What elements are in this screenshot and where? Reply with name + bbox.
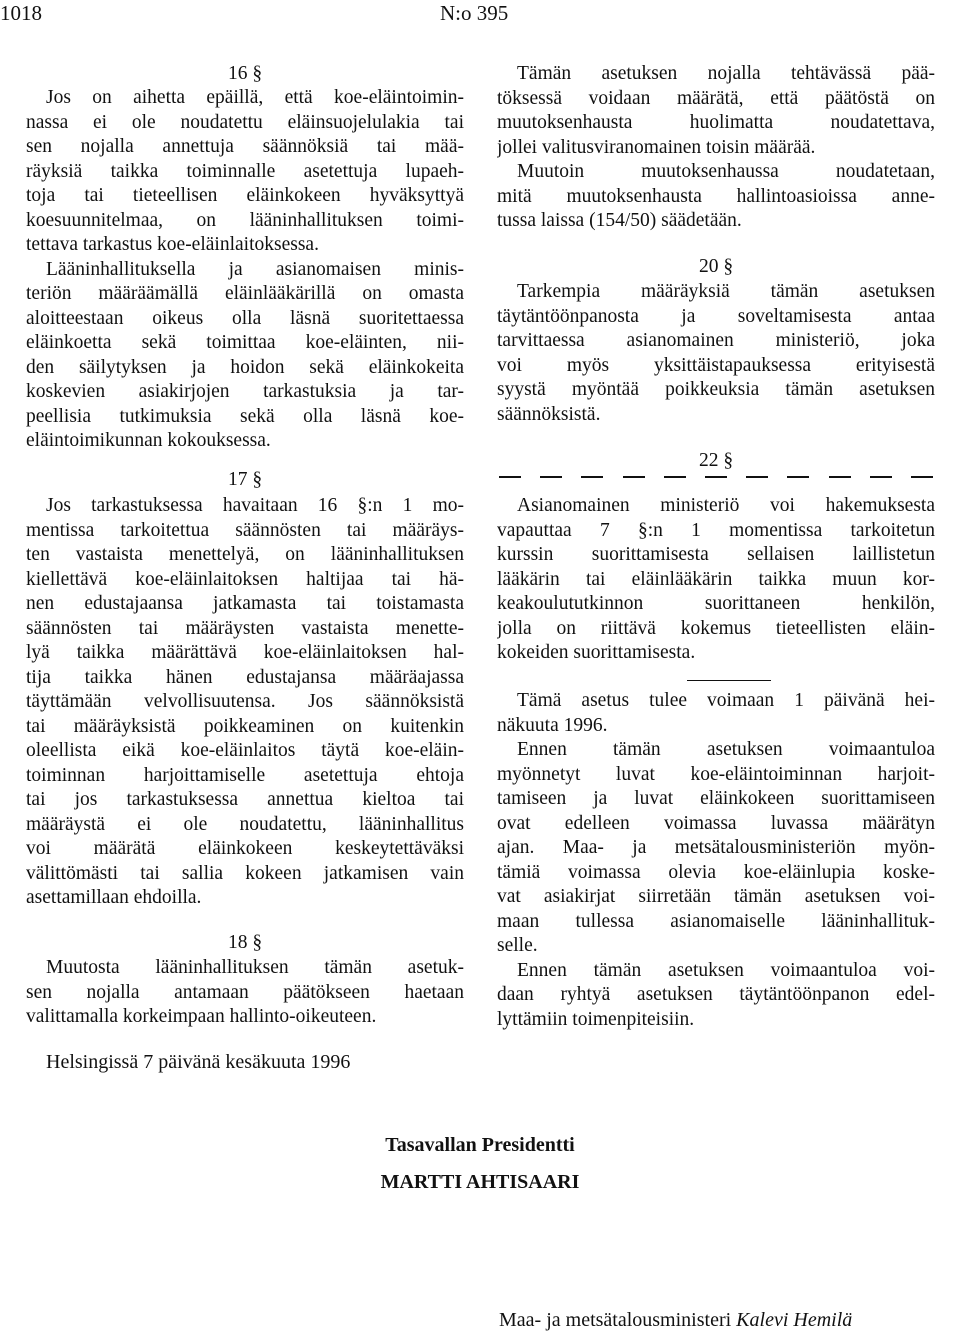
section-16-line: sen nojalla annettuja säännöksiä tai mää- xyxy=(26,136,464,157)
place-date: Helsingissä 7 päivänä kesäkuuta 1996 xyxy=(46,1051,351,1073)
section-20-line: Tarkempia määräyksiä tämän asetuksen xyxy=(517,281,935,302)
section-16-line: koskevien asiakirjojen tarkastuksia ja tar- xyxy=(26,381,464,402)
section-17-line: mentissa tarkoitettua säännösten tai määräys- xyxy=(26,519,464,541)
section-17-line: välittömästi tai sallia kokeen jatkamisen vain xyxy=(26,862,464,884)
dash xyxy=(705,476,727,477)
section-22-line: vapauttaa 7 §:n 1 momentissa tarkoitetun xyxy=(497,519,935,541)
section-17-line: nen edustajaansa jatkamasta tai toistamasta xyxy=(26,593,464,614)
section-20-line: syystä myöntää poikkeuksia tämän asetuksen xyxy=(497,379,935,400)
section-17-line: määräystä ei ole noudatettu, lääninhallitus xyxy=(26,813,464,835)
section-17-line: Jos tarkastuksessa havaitaan 16 §:n 1 mo- xyxy=(46,495,464,516)
section-16-line: koesuunnitelmaa, on lääninhallituksen toimi- xyxy=(26,209,464,231)
section-16-heading: 16 § xyxy=(227,63,263,84)
intro-line: jollei valitusviranomainen toisin määrää. xyxy=(497,136,816,158)
president-title: Tasavallan Presidentti xyxy=(385,1134,575,1156)
section-20-line: voi myös yksittäistapauksessa erityisestä xyxy=(497,354,935,376)
section-16-line: tettava tarkastus koe-eläinlaitoksessa. xyxy=(26,234,319,255)
section-16-line: nassa ei ole noudatettu eläinsuojelulakia tai xyxy=(26,111,464,133)
section-17-line: tai jos tarkastuksessa annettua kieltoa tai xyxy=(26,789,464,810)
section-22-line: keakoulututkinnon suorittaneen henkilön, xyxy=(497,593,935,614)
section-17-line: lyä taikka määrättävä koe-eläinlaitoksen hal- xyxy=(26,642,464,663)
dash xyxy=(499,476,521,477)
entry-line: ovat edelleen voimassa luvassa määrätyn xyxy=(497,812,935,834)
section-17-line: ten vastaista menettelyä, on lääninhallituksen xyxy=(26,544,464,565)
section-17-line: säännösten tai määräysten vastaista menette- xyxy=(26,617,464,639)
section-20-line: säännöksistä. xyxy=(497,403,601,425)
intro-line: töksessä voidaan määrätä, että päätöstä on xyxy=(497,87,935,109)
intro-line: mitä muutoksenhausta hallintoasioissa anne- xyxy=(497,185,935,207)
entry-line: Ennen tämän asetuksen voimaantuloa voi- xyxy=(517,959,935,981)
dash xyxy=(870,476,892,477)
section-20-heading: 20 § xyxy=(698,256,734,277)
dash xyxy=(664,476,686,477)
minister-title: Maa- ja metsätalousministeri xyxy=(499,1309,732,1331)
section-17-line: tija taikka hänen edustajansa määräajassa xyxy=(26,666,464,688)
dash xyxy=(581,476,603,477)
dash xyxy=(540,476,562,477)
section-22-line: jolla on riittävä kokemus tieteellisten eläin- xyxy=(497,617,935,639)
section-22-line: lääkärin tai eläinlääkärin taikka muun kor- xyxy=(497,568,935,590)
entry-line: tamiseen ja luvat eläinkokeen suorittamiseen xyxy=(497,788,935,809)
section-18-line: sen nojalla antamaan päätökseen haetaan xyxy=(26,981,464,1003)
section-16-line: eläintoimikunnan kokouksessa. xyxy=(26,430,271,451)
section-16-line: peellisia tutkimuksia sekä olla läsnä koe- xyxy=(26,405,464,427)
section-18-heading: 18 § xyxy=(227,932,263,953)
section-16-line: den säilytyksen ja hoidon sekä eläinkokeita xyxy=(26,356,464,378)
right-column xyxy=(497,0,935,1100)
page-number: 1018 xyxy=(0,1,42,25)
intro-line: muutoksenhausta huolimatta noudatettava, xyxy=(497,112,935,133)
section-16-line: eläinkoetta sekä toimittaa koe-eläinten, nii- xyxy=(26,332,464,353)
section-16-line: aloitteestaan oikeus olla läsnä suoritettaessa xyxy=(26,307,464,329)
intro-line: Muutoin muutoksenhaussa noudatetaan, xyxy=(517,161,935,182)
section-17-line: kiellettävä koe-eläinlaitoksen haltijaa tai hä- xyxy=(26,568,464,590)
section-22-line: kokeiden suorittamisesta. xyxy=(497,642,696,663)
section-17-line: täyttämään velvollisuutensa. Jos säännöksistä xyxy=(26,691,464,712)
entry-line: tämiä voimassa olevia koe-eläinlupia koske- xyxy=(497,861,935,883)
left-column xyxy=(26,0,464,1100)
section-17-line: oleellista eikä koe-eläinlaitos täytä koe-eläin- xyxy=(26,740,464,761)
entry-line: Tämä asetus tulee voimaan 1 päivänä hei- xyxy=(517,690,935,711)
entry-line: Ennen tämän asetuksen voimaantuloa xyxy=(517,739,935,760)
omitted-text-dashes xyxy=(499,465,933,489)
section-17-line: voi määrätä eläinkokeen keskeytettäväksi xyxy=(26,838,464,859)
section-17-line: tai määräyksistä poikkeaminen on kuitenkin xyxy=(26,715,464,737)
intro-line: Tämän asetuksen nojalla tehtävässä pää- xyxy=(517,63,935,84)
dash xyxy=(787,476,809,477)
section-16-line: Jos on aihetta epäillä, että koe-eläintoimin- xyxy=(46,87,464,108)
section-16-line: toja tai tieteellisen eläinkokeen hyväksyttyä xyxy=(26,185,464,206)
entry-line: vat asiakirjat siirretään tämän asetuksen voi- xyxy=(497,886,935,907)
president-name: MARTTI AHTISAARI xyxy=(380,1171,580,1193)
entry-line: maan tullessa asianomaiselle lääninhallituk- xyxy=(497,910,935,932)
entry-line: ajan. Maa- ja metsätalousministeriön myön- xyxy=(497,837,935,858)
section-16-line: Lääninhallituksella ja asianomaisen minis- xyxy=(46,258,464,280)
intro-line: tussa laissa (154/50) säädetään. xyxy=(497,210,742,231)
section-17-heading: 17 § xyxy=(227,469,263,490)
section-17-line: toiminnan harjoittamiselle asetettuja ehtoja xyxy=(26,764,464,786)
section-22-line: kurssin suorittamisesta sellaisen laillistetun xyxy=(497,544,935,565)
entry-line: näkuuta 1996. xyxy=(497,714,608,736)
section-17-line: asettamillaan ehdoilla. xyxy=(26,887,202,908)
dash xyxy=(623,476,645,477)
dash xyxy=(746,476,768,477)
section-20-line: täytäntöönpanosta ja soveltamisesta antaa xyxy=(497,305,935,327)
entry-line: myönnetyt luvat koe-eläintoiminnan harjoit- xyxy=(497,763,935,785)
minister-name: Kalevi Hemilä xyxy=(736,1309,853,1331)
section-22-heading: 22 § xyxy=(698,450,734,471)
section-18-line: Muutosta lääninhallituksen tämän asetuk- xyxy=(46,957,464,978)
section-16-line: räyksiä taikka toiminnalle asetettuja lupaeh- xyxy=(26,160,464,182)
entry-line: selle. xyxy=(497,935,538,956)
entry-line: lyttämiin toimenpiteisiin. xyxy=(497,1008,695,1030)
dash xyxy=(911,476,933,477)
section-22-line: Asianomainen ministeriö voi hakemuksesta xyxy=(517,495,935,516)
issue-number: N:o 395 xyxy=(440,1,509,25)
separator-rule xyxy=(687,680,771,681)
section-18-line: valittamalla korkeimpaan hallinto-oikeuteen. xyxy=(26,1006,377,1027)
minister-signature xyxy=(499,1308,852,1332)
entry-line: daan ryhtyä asetuksen täytäntöönpanon edel- xyxy=(497,984,935,1005)
section-20-line: tarvittaessa asianomainen ministeriö, joka xyxy=(497,330,935,351)
section-16-line: teriön määräämällä eläinlääkärillä on omasta xyxy=(26,283,464,304)
dash xyxy=(829,476,851,477)
